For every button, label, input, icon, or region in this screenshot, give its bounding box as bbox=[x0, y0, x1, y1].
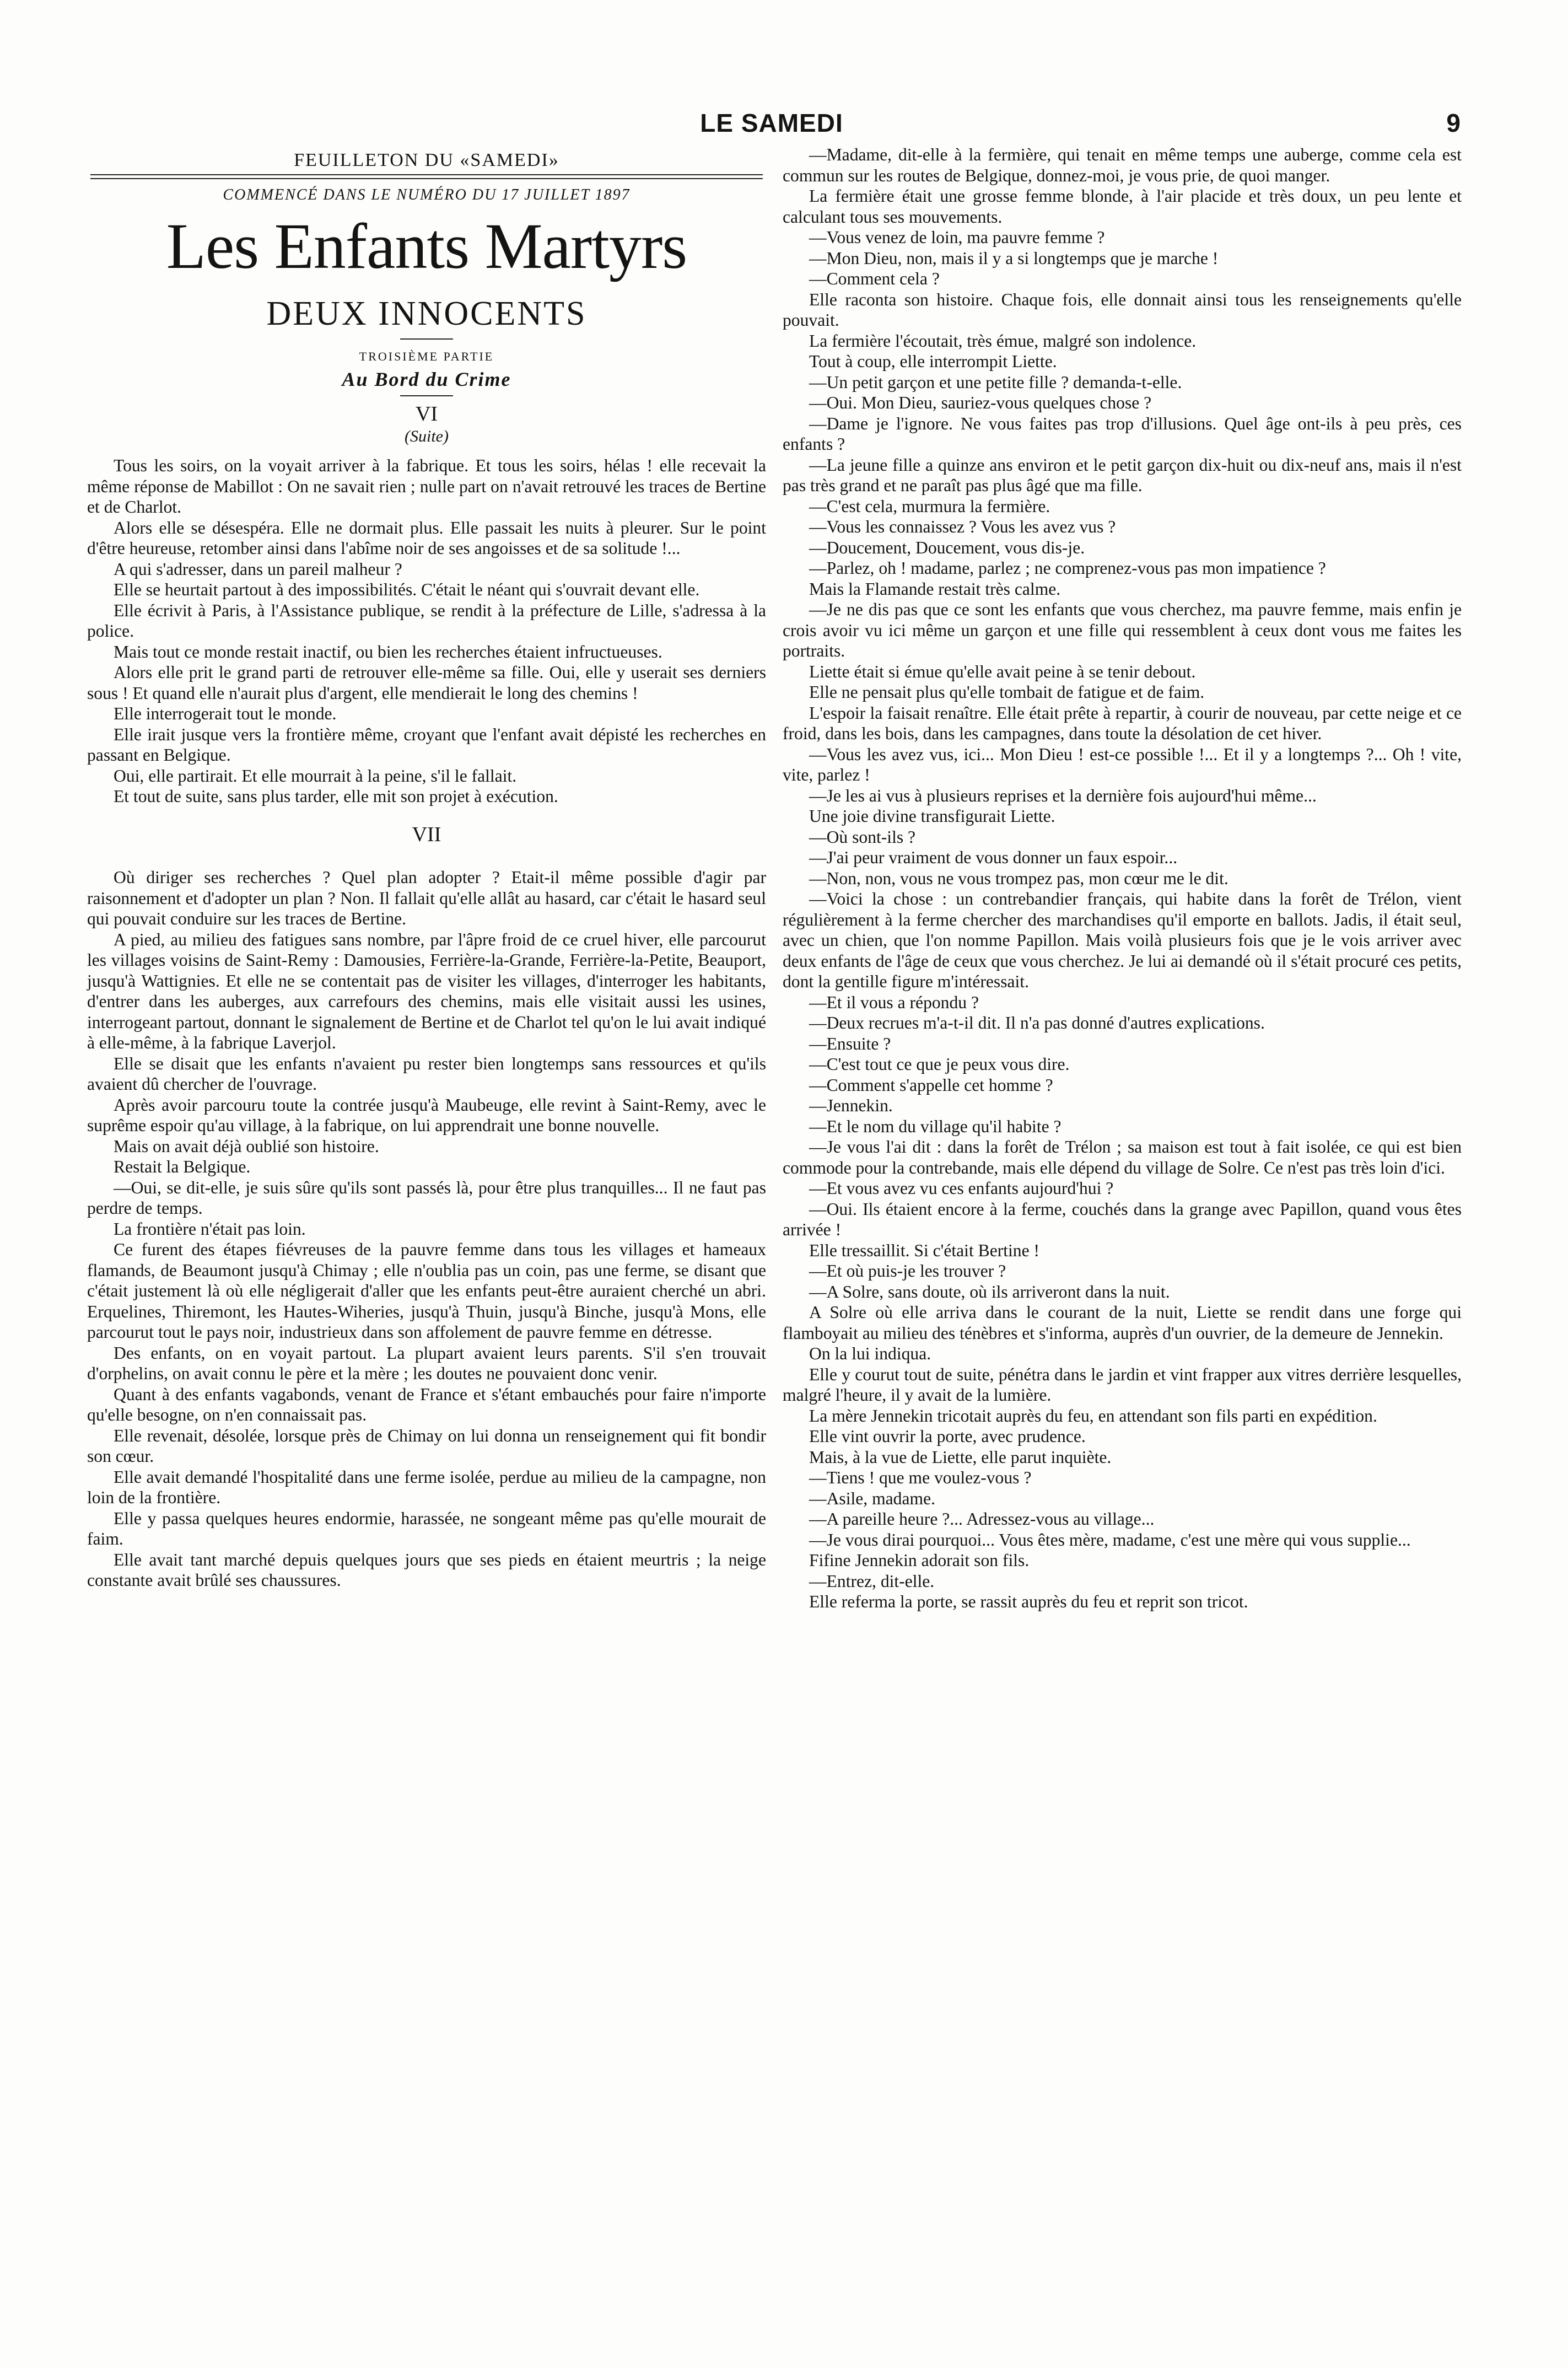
chapter-heading-vi: VI bbox=[415, 402, 438, 426]
paragraph: Ce furent des étapes fiévreuses de la pauvre femme dans tous les villages et hameaux flamands, de Beaumont jusqu'à Chimay ; elle n'oublia pas un coin, pas une ferme, se disant que c'était justement là où elle négligerait d'aller que les enfants peut-être auraient cherché un abri. Erquelines, Thiremont, les Hautes-Wiheries, jusqu'à Thuin, jusqu'à Binche, jusqu'à Mons, elle parcourut tout le pays noir, industrieux dans son affolement de pauvre femme en détresse. bbox=[87, 1240, 766, 1342]
right-column-text bbox=[783, 144, 1462, 1612]
paragraph: —C'est tout ce que je peux vous dire. bbox=[809, 1055, 1070, 1074]
paragraph: —Madame, dit-elle à la fermière, qui tenait en même temps une auberge, comme cela est commun sur les routes de Belgique, donnez-moi, je vous prie, de quoi manger. bbox=[783, 145, 1462, 185]
paragraph: Elle se heurtait partout à des impossibilités. C'était le néant qui s'ouvrait devant elle. bbox=[114, 580, 700, 599]
paragraph: —Vous les avez vus, ici... Mon Dieu ! est-ce possible !... Et il y a longtemps ?... Oh ! vite, vite, parlez ! bbox=[783, 744, 1462, 784]
paragraph: —C'est cela, murmura la fermière. bbox=[809, 496, 1050, 516]
paragraph: —Doucement, Doucement, vous dis-je. bbox=[809, 537, 1085, 557]
paragraph: Elle y courut tout de suite, pénétra dans le jardin et vint frapper aux vitres derrière lesquelles, malgré l'heure, il y avait de la lumière. bbox=[783, 1364, 1462, 1405]
paragraph: On la lui indiqua. bbox=[809, 1344, 931, 1363]
page-number: 9 bbox=[1446, 109, 1461, 137]
paragraph: Elle irait jusque vers la frontière même, croyant que l'enfant avait dépisté les recherches en passant en Belgique. bbox=[87, 724, 766, 765]
paragraph: —Je ne dis pas que ce sont les enfants que vous cherchez, ma pauvre femme, mais enfin je crois avoir vu ici même un garçon et une fille qui ressemblent à ceux dont vous me faites les portraits. bbox=[783, 600, 1462, 660]
paragraph: —Et vous avez vu ces enfants aujourd'hui ? bbox=[809, 1179, 1114, 1198]
paragraph: Alors elle se désespéra. Elle ne dormait plus. Elle passait les nuits à pleurer. Sur le point d'être heureuse, retomber ainsi dans l'abîme noir de ses angoisses et de sa solitude !... bbox=[87, 518, 766, 558]
feuilleton-label: FEUILLETON DU «SAMEDI» bbox=[294, 150, 559, 170]
paragraph: —Je vous l'ai dit : dans la forêt de Trélon ; sa maison est tout à fait isolée, ce qui est bien commode pour la contrebande, mais elle dépend du village de Solre. Ce n'est pas très loin d'ici. bbox=[783, 1137, 1462, 1177]
paragraph: —Non, non, vous ne vous trompez pas, mon cœur me le dit. bbox=[809, 868, 1228, 888]
paragraph: Mais tout ce monde restait inactif, ou bien les recherches étaient infructueuses. bbox=[114, 642, 662, 661]
paragraph: Elle avait demandé l'hospitalité dans une ferme isolée, perdue au milieu de la campagne, non loin de la frontière. bbox=[87, 1467, 766, 1507]
paragraph: —Parlez, oh ! madame, parlez ; ne comprenez-vous pas mon impatience ? bbox=[809, 558, 1326, 578]
paragraph: —Mon Dieu, non, mais il y a si longtemps que je marche ! bbox=[809, 248, 1219, 268]
paragraph: Quant à des enfants vagabonds, venant de France et s'étant embauchés pour faire n'importe qu'elle besogne, on n'en connaissait pas. bbox=[87, 1384, 766, 1424]
paragraph: —Un petit garçon et une petite fille ? demanda-t-elle. bbox=[809, 372, 1182, 392]
paragraph: La frontière n'était pas loin. bbox=[114, 1219, 306, 1239]
paragraph: Restait la Belgique. bbox=[114, 1157, 251, 1176]
paragraph: La mère Jennekin tricotait auprès du feu, en attendant son fils parti en expédition. bbox=[809, 1406, 1377, 1425]
paragraph: —Tiens ! que me voulez-vous ? bbox=[809, 1468, 1032, 1487]
paragraph: —Deux recrues m'a-t-il dit. Il n'a pas donné d'autres explications. bbox=[809, 1013, 1265, 1032]
paragraph: A pied, au milieu des fatigues sans nombre, par l'âpre froid de ce cruel hiver, elle parcourut les villages voisins de Saint-Remy : Damousies, Ferrière-la-Grande, Ferrière-la-Petite, Beauport, jusqu'à Wattignies. Et elle ne se contentait pas de visiter les villages, d'interroger les habitants, d'entrer dans les auberges, aux carrefours des chemins, mais elle visitait aussi les usines, interrogeant partout, donnant le signalement de Bertine et de Charlot tel qu'on le lui avait indiqué à elle-même, à la fabrique Laverjol. bbox=[87, 929, 766, 1052]
right-column bbox=[783, 144, 1462, 1612]
paragraph: Tous les soirs, on la voyait arriver à la fabrique. Et tous les soirs, hélas ! elle recevait la même réponse de Mabillot : On ne savait rien ; nulle part on n'avait retrouvé les traces de Bertine et de Charlot. bbox=[87, 456, 766, 517]
double-rule bbox=[90, 174, 763, 179]
paragraph: La fermière l'écoutait, très émue, malgré son indolence. bbox=[809, 331, 1197, 351]
paragraph: —Vous les connaissez ? Vous les avez vus ? bbox=[809, 517, 1116, 536]
rule-divider bbox=[400, 338, 453, 340]
paragraph: Elle revenait, désolée, lorsque près de Chimay on lui donna un renseignement qui fit bondir son cœur. bbox=[87, 1425, 766, 1466]
paragraph: Des enfants, on en voyait partout. La plupart avaient leurs parents. S'il s'en trouvait d'orphelins, on avait connu le père et la mère ; les doutes ne pouvaient donc venir. bbox=[87, 1343, 766, 1383]
paragraph: L'espoir la faisait renaître. Elle était prête à repartir, à courir de nouveau, par cette neige et ce froid, dans les bois, dans les campagnes, dans toute la désolation de cet hiver. bbox=[783, 703, 1462, 743]
masthead bbox=[83, 108, 1461, 143]
paragraph: —A pareille heure ?... Adressez-vous au village... bbox=[809, 1509, 1155, 1529]
paragraph: —Voici la chose : un contrebandier français, qui habite dans la forêt de Trélon, vient régulièrement à la ferme chercher des marchandises qu'il emporte en ballots. Jadis, il était seul, avec un chien, que l'on nomme Papillon. Mais voilà plusieurs fois que je le vois arriver avec deux enfants de l'âge de ceux que vous cherchez. Je lui ai demandé où il s'était procuré ces petits, dont la gentille figure m'intéressait. bbox=[783, 889, 1462, 991]
paragraph: —Asile, madame. bbox=[809, 1488, 935, 1508]
paragraph: La fermière était une grosse femme blonde, à l'air placide et très doux, un peu lente et calculant tous ses mouvements. bbox=[783, 186, 1462, 227]
paragraph: Tout à coup, elle interrompit Liette. bbox=[809, 352, 1057, 371]
paragraph: Mais la Flamande restait très calme. bbox=[809, 579, 1061, 599]
paragraph: —Ensuite ? bbox=[809, 1034, 891, 1053]
paragraph: Elle avait tant marché depuis quelques jours que ses pieds en étaient meurtris ; la neige constante avait brûlé ses chaussures. bbox=[87, 1550, 766, 1590]
paragraph: A qui s'adresser, dans un pareil malheur ? bbox=[114, 559, 402, 579]
paragraph: —J'ai peur vraiment de vous donner un faux espoir... bbox=[809, 848, 1178, 867]
paragraph: Et tout de suite, sans plus tarder, elle mit son projet à exécution. bbox=[114, 787, 558, 806]
paragraph: —Et le nom du village qu'il habite ? bbox=[809, 1116, 1062, 1136]
paragraph: —Comment cela ? bbox=[809, 269, 940, 288]
paragraph: —Où sont-ils ? bbox=[809, 827, 916, 847]
part-title: Au Bord du Crime bbox=[342, 368, 511, 390]
serial-title: Les Enfants Martyrs bbox=[166, 210, 687, 282]
paragraph: Elle raconta son histoire. Chaque fois, elle donnait ainsi tous les renseignements qu'elle pouvait. bbox=[783, 289, 1462, 330]
part-number: TROISIÈME PARTIE bbox=[359, 349, 494, 363]
paragraph: Oui, elle partirait. Et elle mourrait à la peine, s'il le fallait. bbox=[114, 766, 517, 786]
paragraph: —Et où puis-je les trouver ? bbox=[809, 1261, 1006, 1281]
paragraph: Après avoir parcouru toute la contrée jusqu'à Maubeuge, elle revint à Saint-Remy, avec le suprême espoir qu'au village, à la fabrique, on lui apprendrait une bonne nouvelle. bbox=[87, 1095, 766, 1135]
chapter-vii-text bbox=[87, 867, 766, 1591]
paragraph: —Dame je l'ignore. Ne vous faites pas trop d'illusions. Quel âge ont-ils à peu près, ces enfants ? bbox=[783, 413, 1462, 454]
paragraph: —Et il vous a répondu ? bbox=[809, 992, 979, 1012]
paragraph: Où diriger ses recherches ? Quel plan adopter ? Etait-il même possible d'agir par raisonnement et d'adopter un plan ? Non. Il fallait qu'elle allât au hasard, car c'était le hasard seul qui pouvait conduire sur les traces de Bertine. bbox=[87, 868, 766, 928]
paragraph: —Oui, se dit-elle, je suis sûre qu'ils sont passés là, pour être plus tranquilles... Il ne faut pas perdre de temps. bbox=[87, 1177, 766, 1218]
paragraph: A Solre où elle arriva dans le courant de la nuit, Liette se rendit dans une forge qui flamboyait au milieu des ténèbres et s'informa, auprès d'un ouvrier, de la demeure de Jennekin. bbox=[783, 1303, 1462, 1343]
serial-subtitle: DEUX INNOCENTS bbox=[266, 295, 587, 332]
paragraph: Mais on avait déjà oublié son histoire. bbox=[114, 1136, 379, 1156]
paragraph: —Je vous dirai pourquoi... Vous êtes mère, madame, c'est une mère qui vous supplie... bbox=[809, 1530, 1411, 1550]
paragraph: —Oui. Mon Dieu, sauriez-vous quelques chose ? bbox=[809, 393, 1152, 412]
continued-note: (Suite) bbox=[405, 427, 449, 445]
paragraph: —La jeune fille a quinze ans environ et le petit garçon dix-huit ou dix-neuf ans, mais il n'est pas très grand et ne paraît pas plus âgé que ma fille. bbox=[783, 455, 1462, 495]
chapter-vi-text bbox=[87, 455, 766, 807]
chapter-heading-vii: VII bbox=[412, 822, 441, 846]
paragraph: Elle y passa quelques heures endormie, harassée, ne songeant même pas qu'elle mourait de faim. bbox=[87, 1508, 766, 1548]
paragraph: —A Solre, sans doute, où ils arriveront dans la nuit. bbox=[809, 1282, 1170, 1301]
paragraph: —Je les ai vus à plusieurs reprises et la dernière fois aujourd'hui même... bbox=[809, 786, 1317, 805]
paragraph: Elle vint ouvrir la porte, avec prudence. bbox=[809, 1427, 1086, 1446]
paragraph: Liette était si émue qu'elle avait peine à se tenir debout. bbox=[809, 661, 1196, 681]
running-title: LE SAMEDI bbox=[700, 109, 843, 137]
paragraph: —Entrez, dit-elle. bbox=[809, 1571, 935, 1591]
paragraph: Une joie divine transfigurait Liette. bbox=[809, 806, 1055, 826]
paragraph: Elle se disait que les enfants n'avaient pu rester bien longtemps sans ressources et qu'ils avaient dû chercher de l'ouvrage. bbox=[87, 1053, 766, 1094]
left-column bbox=[87, 144, 766, 1591]
paragraph: Elle tressaillit. Si c'était Bertine ! bbox=[809, 1240, 1040, 1260]
started-note: COMMENCÉ DANS LE NUMÉRO DU 17 JUILLET 1897 bbox=[223, 186, 631, 203]
paragraph: Elle écrivit à Paris, à l'Assistance publique, se rendit à la préfecture de Lille, s'adressa à la police. bbox=[87, 600, 766, 641]
paragraph: Mais, à la vue de Liette, elle parut inquiète. bbox=[809, 1447, 1112, 1467]
paragraph: —Jennekin. bbox=[809, 1096, 893, 1115]
paragraph: Fifine Jennekin adorait son fils. bbox=[809, 1551, 1030, 1570]
paragraph: —Comment s'appelle cet homme ? bbox=[809, 1075, 1053, 1095]
rule-divider bbox=[400, 395, 453, 396]
paragraph: Elle ne pensait plus qu'elle tombait de fatigue et de faim. bbox=[809, 682, 1205, 702]
paragraph: Elle interrogerait tout le monde. bbox=[114, 704, 337, 723]
paragraph: —Oui. Ils étaient encore à la ferme, couchés dans la grange avec Papillon, quand vous êtes arrivée ! bbox=[783, 1199, 1462, 1239]
paragraph: Alors elle prit le grand parti de retrouver elle-même sa fille. Oui, elle y userait ses derniers sous ! Et quand elle n'aurait plus d'argent, elle mendierait le long des chemins ! bbox=[87, 663, 766, 703]
paragraph: Elle referma la porte, se rassit auprès du feu et reprit son tricot. bbox=[809, 1592, 1248, 1611]
paragraph: —Vous venez de loin, ma pauvre femme ? bbox=[809, 228, 1105, 247]
